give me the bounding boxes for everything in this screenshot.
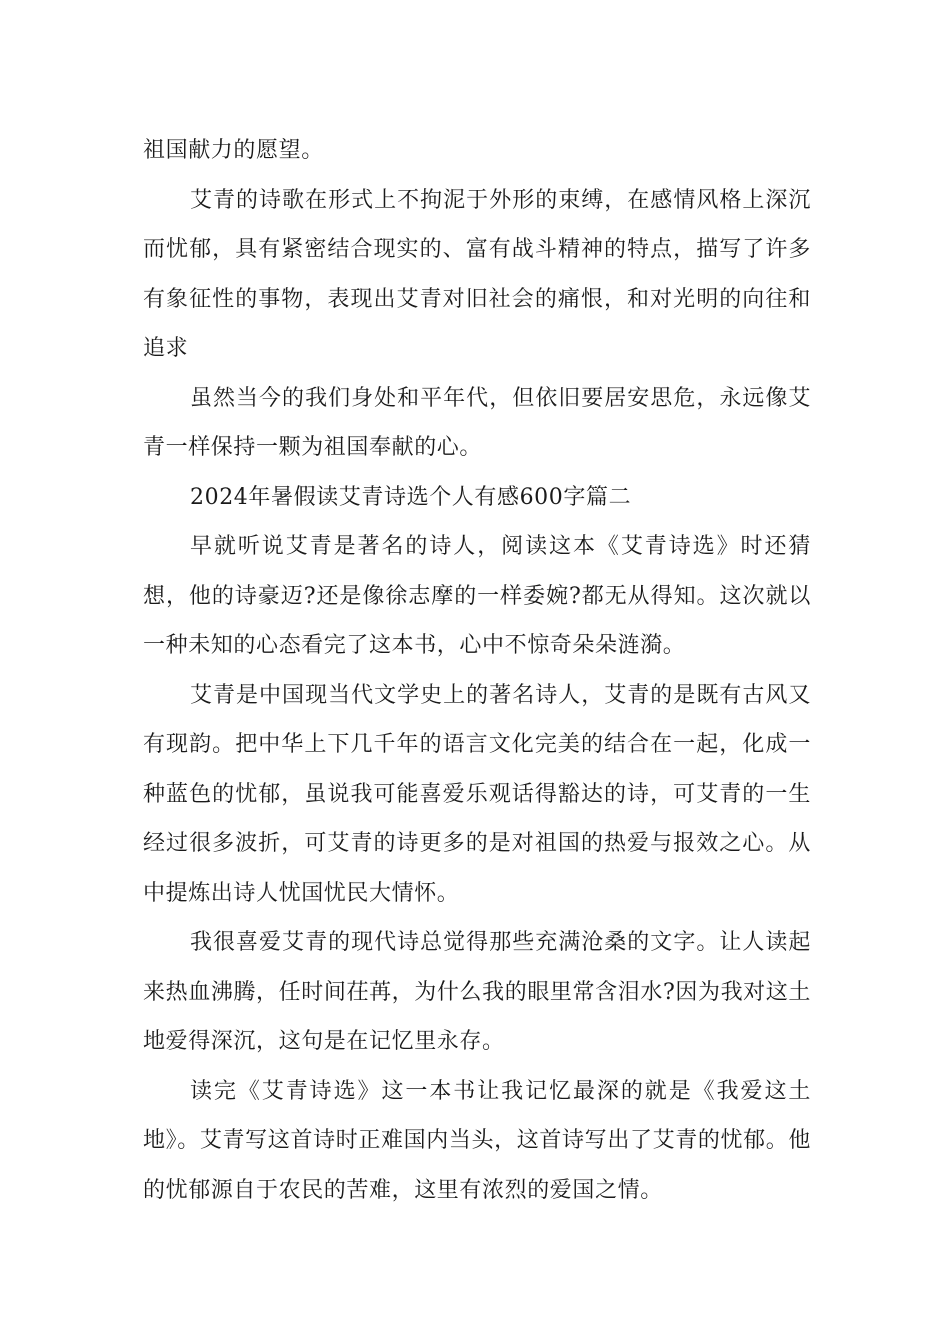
document-body (143, 126, 811, 1215)
section-heading: 2024年暑假读艾青诗选个人有感600字篇二 (190, 484, 632, 510)
paragraph: 艾青的诗歌在形式上不拘泥于外形的束缚，在感情风格上深沉而忧郁，具有紧密结合现实的、富有战斗精神的特点，描写了许多有象征性的事物，表现出艾青对旧社会的痛恨，和对光明的向往和追求 (143, 187, 811, 361)
paragraph: 虽然当今的我们身处和平年代，但依旧要居安思危，永远像艾青一样保持一颗为祖国奉献的心。 (143, 385, 811, 460)
paragraph: 早就听说艾青是著名的诗人，阅读这本《艾青诗选》时还猜想，他的诗豪迈?还是像徐志摩的一样委婉?都无从得知。这次就以一种未知的心态看完了这本书，心中不惊奇朵朵涟漪。 (143, 534, 811, 658)
paragraph: 艾青是中国现当代文学史上的著名诗人，艾青的是既有古风又有现韵。把中华上下几千年的语言文化完美的结合在一起，化成一种蓝色的忧郁，虽说我可能喜爱乐观话得豁达的诗，可艾青的一生经过很多波折，可艾青的诗更多的是对祖国的热爱与报效之心。从中提炼出诗人忧国忧民大情怀。 (143, 682, 811, 906)
paragraph: 我很喜爱艾青的现代诗总觉得那些充满沧桑的文字。让人读起来热血沸腾，任时间茌苒，为什么我的眼里常含泪水?因为我对这土地爱得深沉，这句是在记忆里永存。 (143, 930, 811, 1054)
paragraph: 读完《艾青诗选》这一本书让我记忆最深的就是《我爱这土地》。艾青写这首诗时正难国内当头，这首诗写出了艾青的忧郁。他的忧郁源自于农民的苦难，这里有浓烈的爱国之情。 (143, 1078, 811, 1203)
paragraph-continuation: 祖国献力的愿望。 (143, 138, 324, 163)
